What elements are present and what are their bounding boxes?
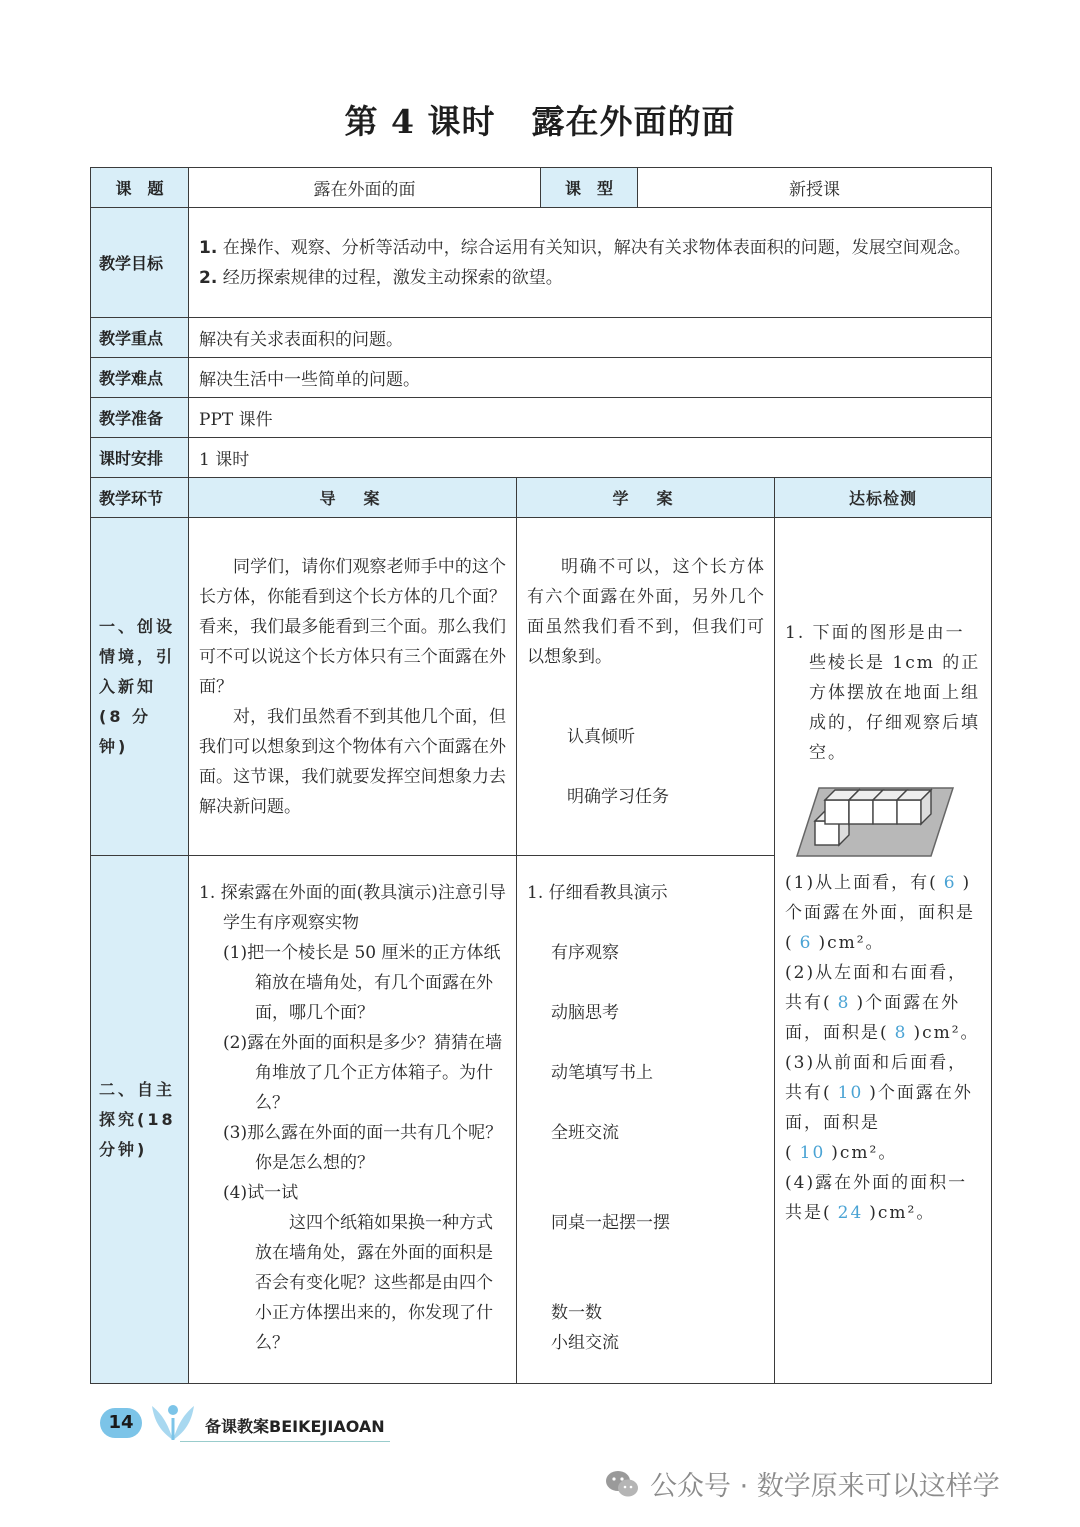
difficult-label: 教学难点: [91, 358, 189, 398]
book-title: 备课教案BEIKEJIAOAN: [205, 1417, 385, 1436]
footer-divider: [180, 1441, 390, 1442]
answer-value: 24: [837, 1203, 864, 1223]
stage2-label: 二、自主探究(18 分钟): [91, 856, 189, 1384]
lesson-plan-table: [90, 167, 992, 1384]
check-answer-2: (2)从左面和右面看，共有( 8 )个面露在外面，面积是( 8 )cm²。: [785, 963, 980, 1043]
stage2-study: 1. 仔细看教具演示 有序观察 动脑思考 动笔填写书上 全班交流 同桌一起摆一摆 数一数 小组交流: [517, 856, 775, 1384]
type-label: 课 型: [541, 168, 638, 208]
check-answer-1: (1)从上面看，有( 6 )个面露在外面，面积是( 6 )cm²。: [785, 873, 975, 953]
answer-value: 8: [837, 993, 851, 1013]
key-label: 教学重点: [91, 318, 189, 358]
header-stage: 教学环节: [91, 478, 189, 518]
lesson-number: 第 4 课时: [344, 102, 496, 141]
stage1-guide: 同学们，请你们观察老师手中的这个长方体，你能看到这个长方体的几个面？看来，我们最多能看到三个面。那么我们可不可以说这个长方体只有三个面露在外面？ 对，我们虽然看不到其他几个面，但我们可以想象到这个物体有六个面露在外面。这节课，我们就要发挥空间想象力去解决新问题。: [189, 518, 517, 856]
goals: [189, 208, 992, 318]
stage2-guide: 1. 探索露在外面的面(教具演示)注意引导学生有序观察实物 (1)把一个棱长是 50 厘米的正方体纸箱放在墙角处，有几个面露在外面，哪几个面？ (2)露在外面的面积是多少？猜猜在墙角堆放了几个正方体箱子。为什么？ (3)那么露在外面的面一共有几个呢？你是怎么想的？ (4)试一试 这四个纸箱如果换一种方式放在墙角处，露在外面的面积是否会有变化呢？这些都是由四个小正方体摆出来的，你发现了什么？: [189, 856, 517, 1384]
goal-item: 2. 经历探索规律的过程，激发主动探索的欲望。: [199, 267, 563, 288]
header-check: 达标检测: [775, 478, 992, 518]
leaf-logo-icon: [148, 1400, 198, 1444]
type-value: 新授课: [638, 168, 992, 208]
page-title: [0, 96, 1080, 143]
check-question: 1. 下面的图形是由一些棱长是 1cm 的正方体摆放在地面上组成的，仔细观察后填空。: [785, 623, 981, 763]
check-answer-4: (4)露在外面的面积一共是( 24 )cm²。: [785, 1173, 968, 1223]
prep-value: PPT 课件: [189, 398, 992, 438]
answer-value: 10: [799, 1143, 826, 1163]
answer-value: 10: [837, 1083, 864, 1103]
answer-value: 8: [894, 1023, 908, 1043]
cube-figure-icon: [795, 776, 955, 862]
stage1-label: 一、创设情境，引入新知(8 分钟): [91, 518, 189, 856]
check-column: [775, 518, 992, 1384]
time-value: 1 课时: [189, 438, 992, 478]
stage1-study: 明确不可以，这个长方体有六个面露在外面，另外几个面虽然我们看不到，但我们可以想象到。 认真倾听 明确学习任务: [517, 518, 775, 856]
header-study: 学 案: [517, 478, 775, 518]
page-number: 14: [100, 1408, 142, 1438]
header-guide: 导 案: [189, 478, 517, 518]
prep-label: 教学准备: [91, 398, 189, 438]
watermark: 公众号 · 数学原来可以这样学: [604, 1464, 1000, 1503]
goal-item: 1. 在操作、观察、分析等活动中，综合运用有关知识，解决有关求物体表面积的问题，发展空间观念。: [199, 237, 971, 258]
topic-value: 露在外面的面: [189, 168, 541, 208]
lesson-name: 露在外面的面: [531, 102, 736, 141]
check-answer-3: (3)从前面和后面看，共有( 10 )个面露在外面，面积是( 10 )cm²。: [785, 1053, 973, 1163]
difficult-value: 解决生活中一些简单的问题。: [189, 358, 992, 398]
answer-value: 6: [943, 873, 957, 893]
answer-value: 6: [799, 933, 813, 953]
goals-label: 教学目标: [91, 208, 189, 318]
wechat-icon: [604, 1469, 640, 1499]
topic-label: 课 题: [91, 168, 189, 208]
key-value: 解决有关求表面积的问题。: [189, 318, 992, 358]
time-label: 课时安排: [91, 438, 189, 478]
